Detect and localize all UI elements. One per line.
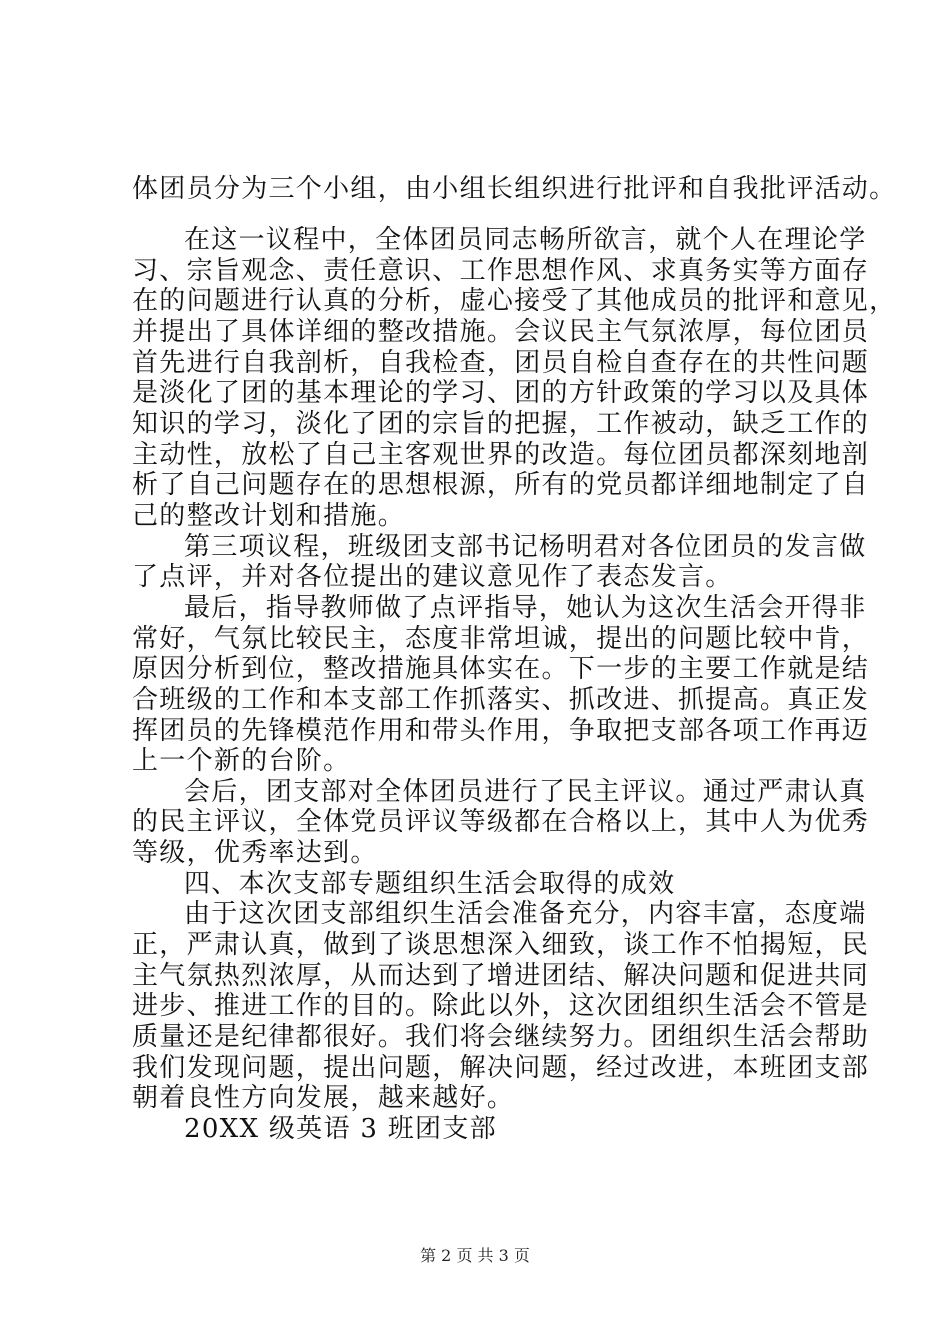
text-line: 的民主评议，全体党员评议等级都在合格以上，其中人为优秀 xyxy=(132,807,870,837)
text-line: 上一个新的台阶。 xyxy=(132,746,351,776)
text-line: 第三项议程，班级团支部书记杨明君对各位团员的发言做 xyxy=(184,532,867,562)
text-line: 析了自己问题存在的思想根源，所有的党员都详细地制定了自 xyxy=(132,470,870,500)
text-line: 由于这次团支部组织生活会准备充分，内容丰富，态度端 xyxy=(184,899,867,929)
text-line: 会后，团支部对全体团员进行了民主评议。通过严肃认真 xyxy=(184,777,867,807)
text-line: 并提出了具体详细的整改措施。会议民主气氛浓厚，每位团员 xyxy=(132,317,870,347)
text-line: 正，严肃认真，做到了谈思想深入细致，谈工作不怕揭短，民 xyxy=(132,930,870,960)
text-line: 主气氛热烈浓厚，从而达到了增进团结、解决问题和促进共同 xyxy=(132,961,870,991)
text-line: 挥团员的先锋模范作用和带头作用，争取把支部各项工作再迈 xyxy=(132,716,870,746)
text-line: 合班级的工作和本支部工作抓落实、抓改进、抓提高。真正发 xyxy=(132,685,870,715)
text-line: 最后，指导教师做了点评指导，她认为这次生活会开得非 xyxy=(184,593,867,623)
text-line: 主动性，放松了自己主客观世界的改造。每位团员都深刻地剖 xyxy=(132,440,870,470)
text-line: 朝着良性方向发展，越来越好。 xyxy=(132,1083,515,1113)
text-line: 在的问题进行认真的分析，虚心接受了其他成员的批评和意见， xyxy=(132,286,897,316)
text-line: 我们发现问题，提出问题，解决问题，经过改进，本班团支部 xyxy=(132,1053,870,1083)
page-number-footer: 第 2 页 共 3 页 xyxy=(420,1246,530,1265)
section-heading: 四、本次支部专题组织生活会取得的成效 xyxy=(184,869,676,899)
text-line: 在这一议程中，全体团员同志畅所欲言，就个人在理论学 xyxy=(184,225,867,255)
text-line: 体团员分为三个小组，由小组长组织进行批评和自我批评活动。 xyxy=(132,174,897,204)
text-line: 质量还是纪律都很好。我们将会继续努力。团组织生活会帮助 xyxy=(132,1022,870,1052)
text-line: 是淡化了团的基本理论的学习、团的方针政策的学习以及具体 xyxy=(132,378,870,408)
text-line: 己的整改计划和措施。 xyxy=(132,501,406,531)
text-line: 常好，气氛比较民主，态度非常坦诚，提出的问题比较中肯， xyxy=(132,624,870,654)
text-line: 习、宗旨观念、责任意识、工作思想作风、求真务实等方面存 xyxy=(132,256,870,286)
text-line: 了点评，并对各位提出的建议意见作了表态发言。 xyxy=(132,562,733,592)
text-line: 知识的学习，淡化了团的宗旨的把握，工作被动，缺乏工作的 xyxy=(132,409,870,439)
text-line: 等级，优秀率达到。 xyxy=(132,838,378,868)
signature-line: 20XX 级英语 3 班团支部 xyxy=(184,1114,497,1144)
text-line: 首先进行自我剖析，自我检查，团员自检自查存在的共性问题 xyxy=(132,348,870,378)
text-line: 进步、推进工作的目的。除此以外，这次团组织生活会不管是 xyxy=(132,991,870,1021)
text-line: 原因分析到位，整改措施具体实在。下一步的主要工作就是结 xyxy=(132,654,870,684)
